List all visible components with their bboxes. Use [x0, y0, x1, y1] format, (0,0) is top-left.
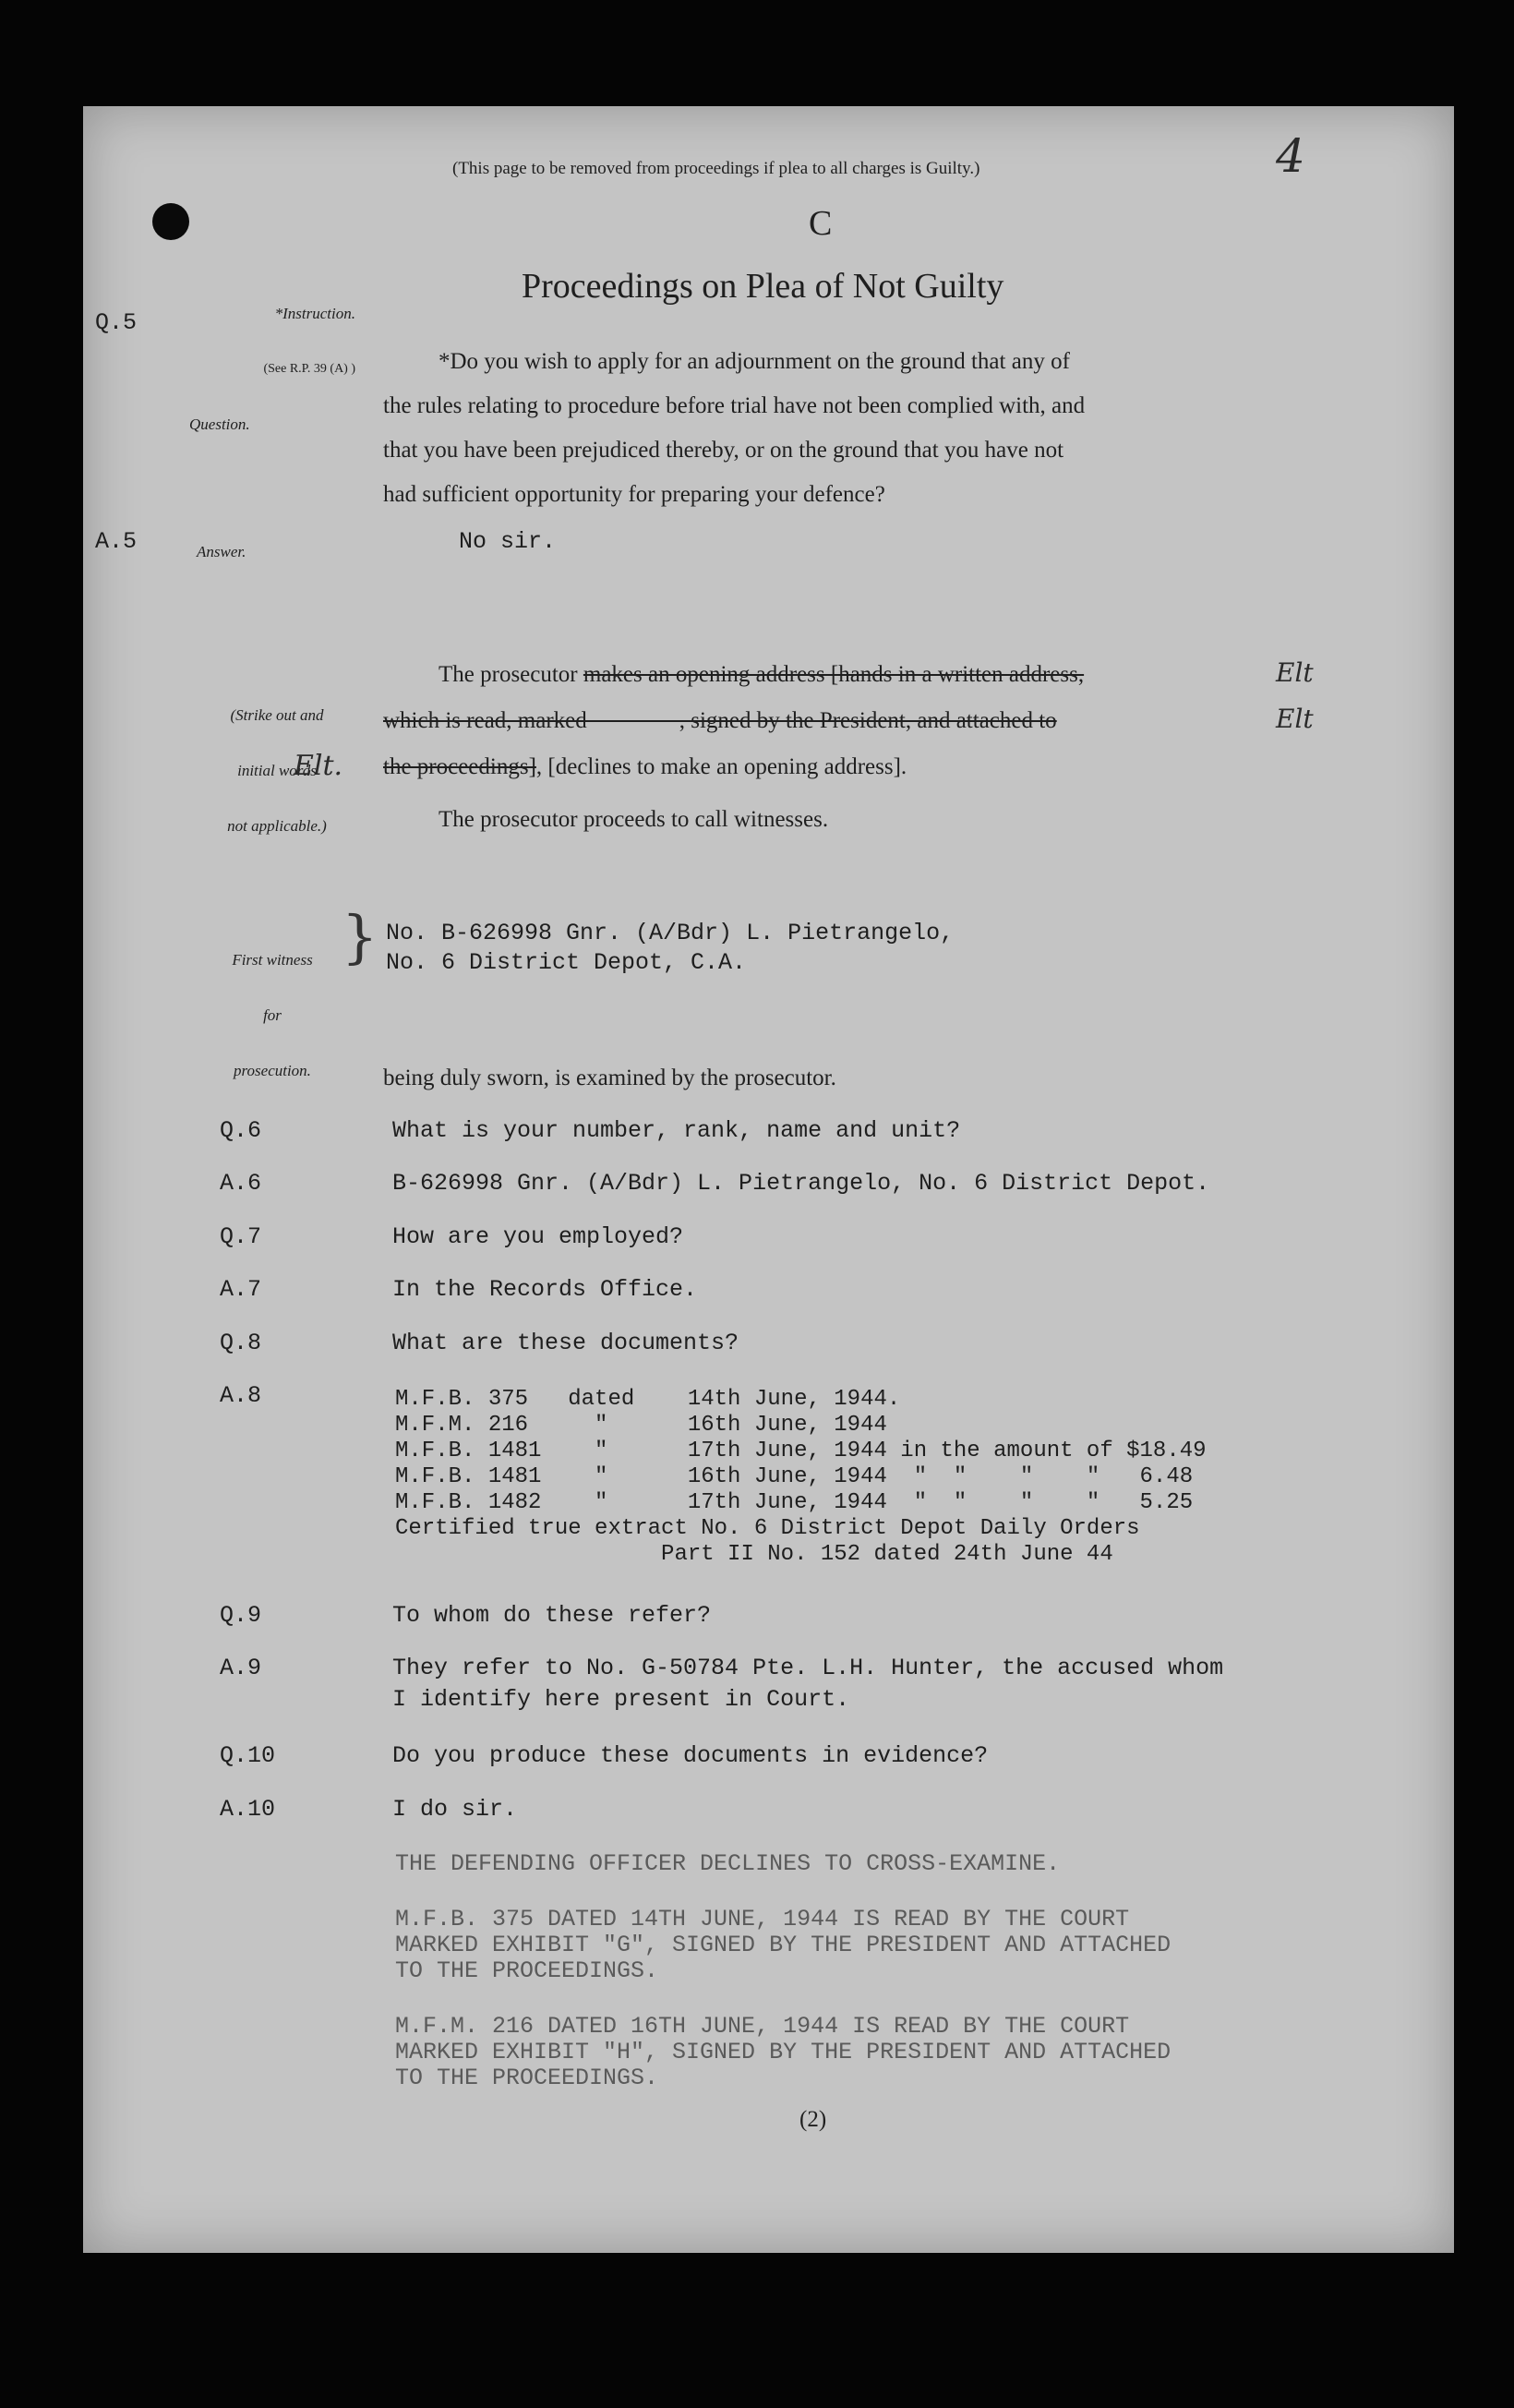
- qa-text: To whom do these refer?: [392, 1602, 712, 1629]
- qa-label: A.7: [220, 1276, 262, 1303]
- qa-text: I do sir.: [392, 1796, 518, 1823]
- document-line: M.F.M. 216 " 16th June, 1944: [395, 1413, 887, 1438]
- a5-text: No sir.: [459, 528, 557, 555]
- exhibit-g-line3: TO THE PROCEEDINGS.: [395, 1957, 659, 1984]
- document-line: Part II No. 152 dated 24th June 44: [395, 1542, 1113, 1567]
- witness-line1: No. B-626998 Gnr. (A/Bdr) L. Pietrangelo,: [386, 920, 955, 946]
- qa-label: A.6: [220, 1170, 262, 1197]
- qa-label: Q.9: [220, 1602, 262, 1629]
- exhibit-g-line1: M.F.B. 375 DATED 14TH JUNE, 1944 IS READ BY THE COURT: [395, 1906, 1130, 1932]
- answer-note: Answer.: [197, 543, 246, 560]
- qa-label: A.8: [220, 1382, 262, 1409]
- qa-text: In the Records Office.: [392, 1276, 698, 1303]
- first-witness-note: First witness for prosecution.: [232, 951, 313, 1079]
- prosecutor-calls: The prosecutor proceeds to call witnesses.: [439, 807, 829, 832]
- qa-text: What is your number, rank, name and unit?: [392, 1117, 961, 1144]
- punch-hole: [152, 203, 189, 240]
- section-letter: C: [809, 204, 833, 243]
- q5-line4: had sufficient opportunity for preparing your defence?: [383, 482, 885, 507]
- declines-cross-examine: THE DEFENDING OFFICER DECLINES TO CROSS-EXAMINE.: [395, 1850, 1061, 1877]
- q5-line3: that you have been prejudiced thereby, or on the ground that you have not: [383, 438, 1064, 463]
- prosecutor-line1: The prosecutor makes an opening address [hands in a written address,: [439, 662, 1085, 687]
- removal-note: (This page to be removed from proceedings if plea to all charges is Guilty.): [452, 159, 980, 178]
- page-footer-number: (2): [799, 2107, 827, 2132]
- q5-line1: *Do you wish to apply for an adjournment on the ground that any of: [439, 349, 1070, 374]
- document-line: M.F.B. 1481 " 17th June, 1944 in the amount of $18.49: [395, 1439, 1207, 1463]
- qa-label: Q.7: [220, 1223, 262, 1250]
- handwritten-page-number: 4: [1276, 129, 1305, 183]
- page-title: Proceedings on Plea of Not Guilty: [522, 267, 1004, 306]
- strike-out-note: (Strike out and initial words not applicable.): [227, 706, 327, 835]
- exhibit-h-line3: TO THE PROCEEDINGS.: [395, 2065, 659, 2091]
- qa-label: A.10: [220, 1796, 276, 1823]
- exhibit-g-line2: MARKED EXHIBIT "G", SIGNED BY THE PRESIDENT AND ATTACHED: [395, 1932, 1172, 1958]
- strike-initials-1: Elt: [1276, 657, 1314, 688]
- qa-label: A.9: [220, 1655, 262, 1681]
- qa-text: How are you employed?: [392, 1223, 684, 1250]
- instruction-note: *Instruction. (See R.P. 39 (A) ) Question.: [189, 305, 355, 433]
- qa-text: I identify here present in Court.: [392, 1686, 850, 1713]
- prosecutor-line3: the proceedings], [declines to make an opening address].: [383, 754, 907, 779]
- qa-text: B-626998 Gnr. (A/Bdr) L. Pietrangelo, No. 6 District Depot.: [392, 1170, 1210, 1197]
- witness-sworn: being duly sworn, is examined by the prosecutor.: [383, 1066, 836, 1090]
- qa-label: Q.10: [220, 1742, 276, 1769]
- qa-text: They refer to No. G-50784 Pte. L.H. Hunter, the accused whom: [392, 1655, 1224, 1681]
- document-line: M.F.B. 1482 " 17th June, 1944 " " " " 5.25: [395, 1490, 1194, 1515]
- strike-initials-2: Elt: [1276, 704, 1314, 734]
- document-line: M.F.B. 1481 " 16th June, 1944 " " " " 6.48: [395, 1464, 1194, 1489]
- document-line: M.F.B. 375 dated 14th June, 1944.: [395, 1387, 901, 1412]
- witness-brace: }: [342, 903, 378, 970]
- qa-text: Do you produce these documents in evidence?: [392, 1742, 989, 1769]
- q5-line2: the rules relating to procedure before trial have not been complied with, and: [383, 393, 1086, 418]
- qa-label: Q.8: [220, 1330, 262, 1356]
- document-line: Certified true extract No. 6 District Depot Daily Orders: [395, 1516, 1140, 1541]
- margin-initials: Elt.: [294, 750, 343, 782]
- a5-label: A.5: [95, 528, 138, 555]
- exhibit-h-line2: MARKED EXHIBIT "H", SIGNED BY THE PRESIDENT AND ATTACHED: [395, 2039, 1172, 2065]
- witness-line2: No. 6 District Depot, C.A.: [386, 949, 747, 976]
- qa-text: What are these documents?: [392, 1330, 739, 1356]
- prosecutor-line2: which is read, marked , signed by the President, and attached to: [383, 708, 1057, 733]
- exhibit-h-line1: M.F.M. 216 DATED 16TH JUNE, 1944 IS READ BY THE COURT: [395, 2013, 1130, 2040]
- qa-label: Q.6: [220, 1117, 262, 1144]
- q5-label: Q.5: [95, 309, 138, 336]
